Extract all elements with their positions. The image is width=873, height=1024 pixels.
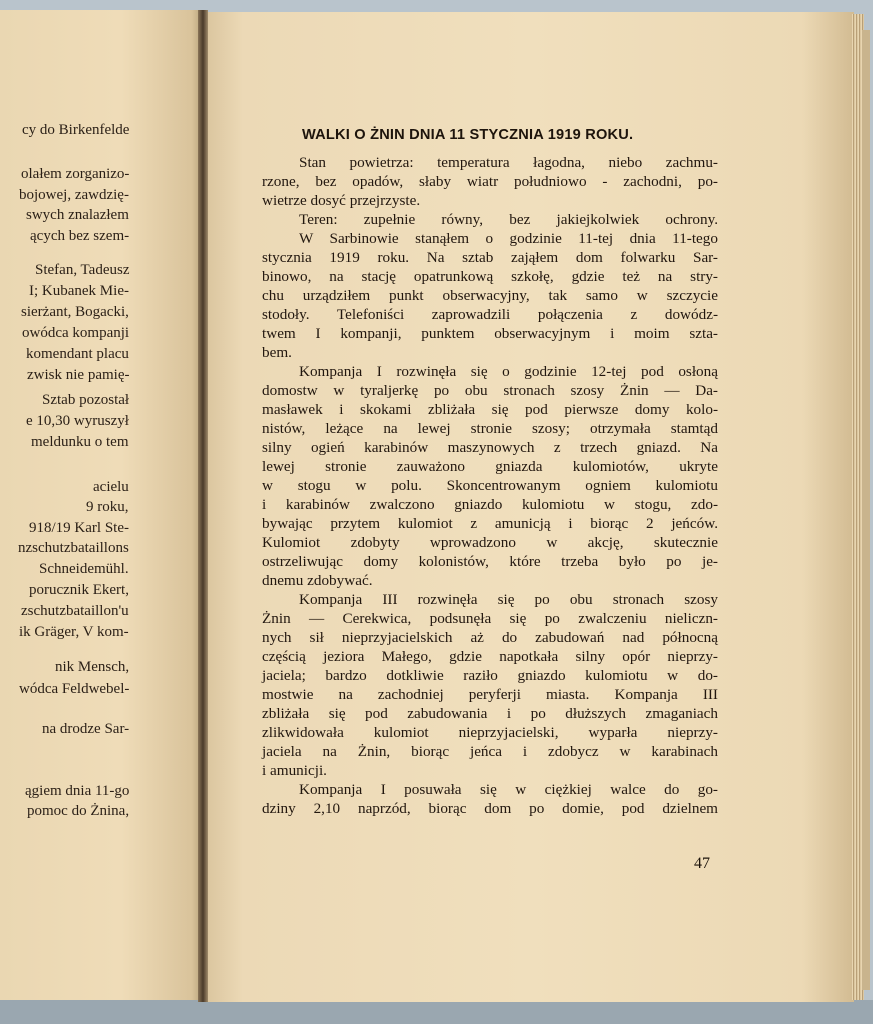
page-number: 47 — [694, 855, 710, 872]
text-line: bem. — [262, 344, 292, 361]
chapter-title: WALKI O ŻNIN DNIA 11 STYCZNIA 1919 ROKU. — [302, 127, 634, 143]
text-line: w stogu w polu. Skoncentrowanym ogniem kulomiotu — [262, 477, 718, 494]
text-line: Kompanja I posuwała się w ciężkiej walce do go- — [299, 781, 718, 798]
book-gutter — [198, 10, 208, 1002]
left-page-line: ągiem dnia 11-go — [25, 783, 130, 799]
left-page-line: zwisk nie pamię- — [27, 367, 130, 383]
text-line: chu urządziłem punkt obserwacyjny, tak samo w szczycie — [262, 287, 718, 304]
text-line: jaciela na Żnin, biorąc jeńca i zdobycz w karabinach — [262, 743, 718, 760]
text-line: zlikwidowała kulomiot nieprzyjacielski, wyparła nieprzy- — [262, 724, 718, 741]
text-line: i amunicji. — [262, 762, 327, 779]
left-page-line: ik Gräger, V kom- — [19, 624, 129, 640]
left-page-line: owódca kompanji — [22, 325, 130, 341]
left-page-line: 918/19 Karl Ste- — [29, 520, 129, 536]
left-page-line: olałem zorganizo- — [21, 166, 130, 182]
text-line: silny ogień karabinów maszynowych z trzech gniazd. Na — [262, 439, 718, 456]
text-line: nistów, leżące na lewej stronie szosy; otrzymała stamtąd — [262, 420, 718, 437]
left-page-line: cy do Birkenfelde — [22, 122, 130, 138]
text-line: dziny 2,10 naprzód, biorąc dom po domie, pod dzielnem — [262, 800, 718, 817]
left-page-line: nik Mensch, — [55, 659, 130, 675]
left-page-line: 9 roku, — [86, 499, 129, 515]
text-line: stodoły. Telefoniści zaprowadzili połączenia z dowódz- — [262, 306, 718, 323]
left-page-line: porucznik Ekert, — [29, 582, 129, 598]
text-line: mostwie na zachodniej peryferji miasta. Kompanja III — [262, 686, 718, 703]
left-page-line: na drodze Sar- — [42, 721, 130, 737]
text-line: i karabinów zwalczono gniazdo kulomiotu w stogu, zdo- — [262, 496, 718, 513]
left-page-line: Sztab pozostał — [42, 392, 130, 408]
text-line: Kompanja I rozwinęła się o godzinie 12-tej pod osłoną — [299, 363, 718, 380]
text-line: wietrze dosyć przejrzyste. — [262, 192, 421, 209]
text-line: dnemu zdobywać. — [262, 572, 373, 589]
left-page-line: bojowej, zawdzię- — [19, 187, 129, 203]
left-page — [0, 10, 202, 1000]
text-line: Żnin — Cerekwica, podsunęła się po zwalczeniu nieliczn- — [262, 610, 718, 627]
left-page-line: komendant placu — [26, 346, 129, 362]
text-line: częścią jeziora Małego, gdzie napotkała silny opór nieprzy- — [262, 648, 718, 665]
left-page-text — [0, 10, 200, 1000]
left-page-line: wódca Feldwebel- — [19, 681, 130, 697]
text-line: lewej stronie zauważono gniazda kulomiotów, ukryte — [262, 458, 718, 475]
left-page-line: I; Kubanek Mie- — [29, 283, 129, 299]
text-line: Kompanja III rozwinęła się po obu stronach szosy — [299, 591, 718, 608]
text-line: ostrzeliwując domy kolonistów, które trzeba było po je- — [262, 553, 718, 570]
text-line: bywając przytem kulomiot z amunicją i biorąc 2 jeńców. — [262, 515, 718, 532]
left-page-line: pomoc do Żnina, — [27, 803, 130, 819]
left-page-line: e 10,30 wyruszył — [26, 413, 129, 429]
text-line: twem I kompanji, punktem obserwacyjnym i moim szta- — [262, 325, 718, 342]
left-page-line: Schneidemühl. — [39, 561, 129, 577]
text-line: rzone, bez opadów, słaby wiatr południowo - zachodni, po- — [262, 173, 718, 190]
left-page-line: meldunku o tem — [31, 434, 129, 450]
text-line: masławek i skokami zbliżała się pod pierwsze domy kolo- — [262, 401, 718, 418]
text-line: W Sarbinowie stanąłem o godzinie 11-tej dnia 11-tego — [299, 230, 718, 247]
left-page-line: acielu — [93, 479, 129, 495]
left-page-line: sierżant, Bogacki, — [21, 304, 129, 320]
text-line: zbliżała się pod zabudowania i po dłuższych zmaganiach — [262, 705, 718, 722]
text-line: stycznia 1919 roku. Na sztab zająłem dom folwarku Sar- — [262, 249, 718, 266]
text-line: Kulomiot zdobyty wprowadzono w akcję, skutecznie — [262, 534, 718, 551]
left-page-line: swych znalazłem — [26, 207, 129, 223]
page-edges-shadow — [862, 30, 870, 990]
text-line: domostw w tyraljerkę po obu stronach szosy Żnin — Da- — [262, 382, 718, 399]
text-line: Teren: zupełnie równy, bez jakiejkolwiek ochrony. — [299, 211, 718, 228]
left-page-line: Stefan, Tadeusz — [35, 262, 130, 278]
text-line: nych sił nieprzyjacielskich aż do zabudowań nad północną — [262, 629, 718, 646]
text-line: binowo, na stację opatrunkową szkołę, gdzie też na stry- — [262, 268, 718, 285]
left-page-line: ących bez szem- — [30, 228, 130, 244]
text-line: jaciela; bardzo dotkliwie raziło gniazdo kulomiotu w do- — [262, 667, 718, 684]
scan-background — [0, 1000, 873, 1024]
left-page-line: zschutzbataillon'u — [21, 603, 129, 619]
text-line: Stan powietrza: temperatura łagodna, niebo zachmu- — [299, 154, 718, 171]
left-page-line: nzschutzbataillons — [18, 540, 129, 556]
